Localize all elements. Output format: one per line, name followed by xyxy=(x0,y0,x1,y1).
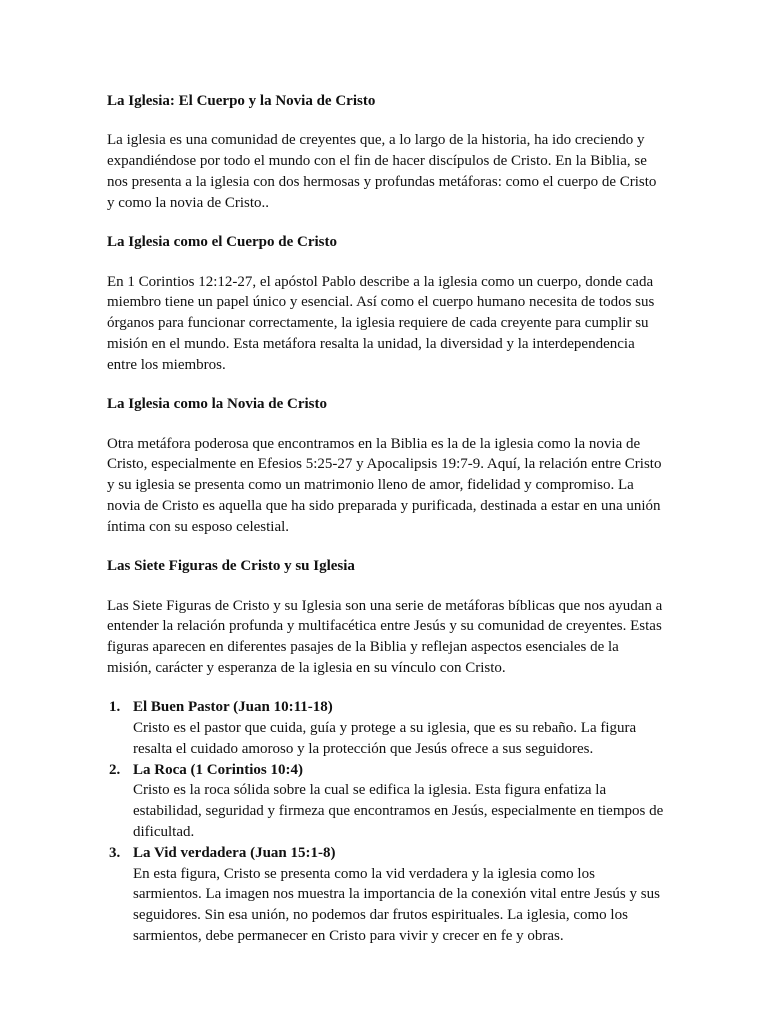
list-item xyxy=(107,843,667,947)
list-item-description: En esta figura, Cristo se presenta como la vid verdadera y la iglesia como los sarmientos. La imagen nos muestra la importancia de la conexión vital entre Jesús y sus seguidores. Sin esa unión, no podemos dar frutos espirituales. La iglesia, como los sarmientos, debe permanecer en Cristo para vivir y crecer en fe y obras. xyxy=(133,865,660,945)
section-body-siete-figuras: Las Siete Figuras de Cristo y su Iglesia son una serie de metáforas bíblicas que nos ayudan a entender la relación profunda y multifacética entre Jesús y su comunidad de creyentes. Estas figuras aparecen en diferentes pasajes de la Biblia y reflejan aspectos esenciales de la misión, carácter y esperanza de la iglesia en su vínculo con Cristo. xyxy=(107,597,663,676)
list-item xyxy=(107,760,667,843)
intro-paragraph: La iglesia es una comunidad de creyentes que, a lo largo de la historia, ha ido creciendo y expandiéndose por todo el mundo con el fin de hacer discípulos de Cristo. En la Biblia, se nos presenta a la iglesia con dos hermosas y profundas metáforas: como el cuerpo de Cristo y como la novia de Cristo.. xyxy=(107,132,657,211)
section-body-cuerpo: En 1 Corintios 12:12-27, el apóstol Pablo describe a la iglesia como un cuerpo, donde cada miembro tiene un papel único y esencial. Así como el cuerpo humano necesita de todos sus órganos para funcionar correctamente, la iglesia requiere de cada creyente para cumplir su misión en el mundo. Esta metáfora resalta la unidad, la diversidad y la interdependencia entre los miembros. xyxy=(107,273,655,373)
list-item-number: 3. xyxy=(109,844,121,861)
list-item-description: Cristo es la roca sólida sobre la cual se edifica la iglesia. Esta figura enfatiza la estabilidad, seguridad y firmeza que encontramos en Jesús, especialmente en tiempos de dificultad. xyxy=(133,782,664,841)
section-heading-siete-figuras: Las Siete Figuras de Cristo y su Iglesia xyxy=(107,558,355,575)
list-item-number: 2. xyxy=(109,761,121,778)
list-item xyxy=(107,697,667,759)
section-heading-novia: La Iglesia como la Novia de Cristo xyxy=(107,396,327,413)
document-page xyxy=(107,91,667,947)
list-item-number: 1. xyxy=(109,699,121,716)
list-item-title: La Roca (1 Corintios 10:4) xyxy=(133,761,303,778)
list-item-title: El Buen Pastor (Juan 10:11-18) xyxy=(133,699,333,716)
list-item-title: La Vid verdadera (Juan 15:1-8) xyxy=(133,844,336,861)
document-title: La Iglesia: El Cuerpo y la Novia de Cristo xyxy=(107,93,376,109)
list-item-description: Cristo es el pastor que cuida, guía y protege a su iglesia, que es su rebaño. La figura resalta el cuidado amoroso y la protección que Jesús ofrece a sus seguidores. xyxy=(133,720,637,757)
section-body-novia: Otra metáfora poderosa que encontramos en la Biblia es la de la iglesia como la novia de Cristo, especialmente en Efesios 5:25-27 y Apocalipsis 19:7-9. Aquí, la relación entre Cristo y su iglesia se presenta como un matrimonio lleno de amor, fidelidad y compromiso. La novia de Cristo es aquella que ha sido preparada y purificada, destinada a estar en una unión íntima con su esposo celestial. xyxy=(107,435,662,535)
figures-list xyxy=(107,697,667,947)
section-heading-cuerpo: La Iglesia como el Cuerpo de Cristo xyxy=(107,234,337,251)
